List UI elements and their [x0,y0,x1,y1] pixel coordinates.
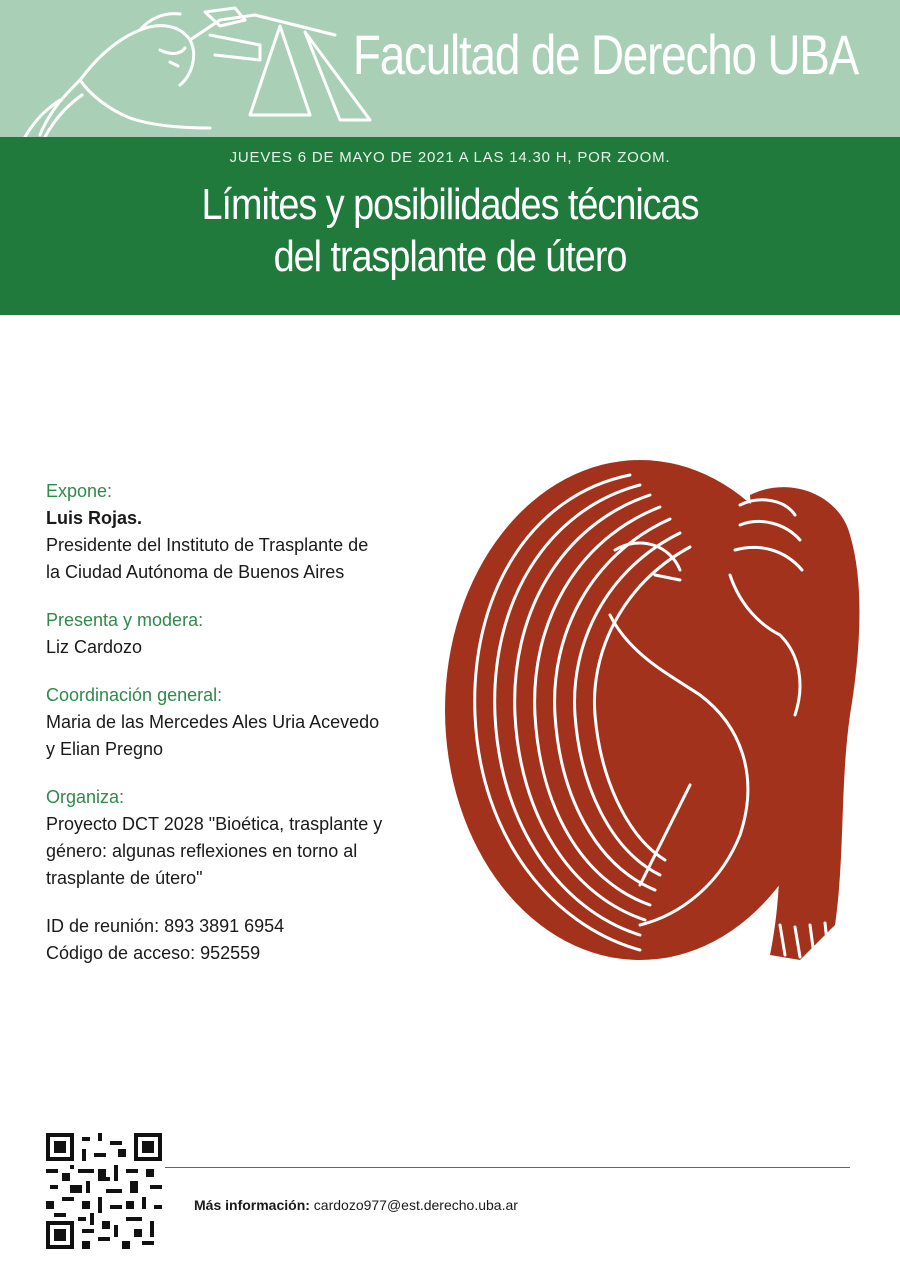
coordination-label: Coordinación general: [46,685,223,705]
meeting-block [46,913,446,967]
organizer-label: Organiza: [46,787,125,807]
qr-code-icon[interactable] [46,1133,162,1249]
more-info-label: Más información: [194,1197,310,1213]
event-title-line-2: del trasplante de útero [273,232,627,281]
event-title [63,179,837,283]
curled-figure-illustration-icon [440,455,870,965]
coordination-block [46,682,446,763]
speaker-name: Luis Rojas. [46,508,143,528]
meeting-id: ID de reunión: 893 3891 6954 [46,916,285,936]
moderator-label: Presenta y modera: [46,610,204,630]
organizer-block [46,784,446,892]
footer-divider [165,1167,850,1168]
speaker-label: Expone: [46,481,113,501]
justice-statue-logo-icon [20,0,400,137]
header-band [0,0,900,137]
moderator-name: Liz Cardozo [46,637,143,657]
speaker-role-line-1: Presidente del Instituto de Trasplante de [46,535,369,555]
organizer-line-3: trasplante de útero" [46,868,203,888]
access-code: Código de acceso: 952559 [46,943,261,963]
event-title-line-1: Límites y posibilidades técnicas [201,180,699,229]
event-info [46,478,446,988]
coordination-line-2: y Elian Pregno [46,739,164,759]
organizer-line-1: Proyecto DCT 2028 "Bioética, trasplante y [46,814,383,834]
event-date: JUEVES 6 DE MAYO DE 2021 A LAS 14.30 H, POR ZOOM. [229,149,671,166]
faculty-title: Facultad de Derecho UBA [352,23,858,86]
coordination-line-1: Maria de las Mercedes Ales Uria Acevedo [46,712,380,732]
more-info [194,1197,518,1213]
title-banner [0,137,900,315]
speaker-role-line-2: la Ciudad Autónoma de Buenos Aires [46,562,345,582]
moderator-block [46,607,446,661]
contact-email-link[interactable]: cardozo977@est.derecho.uba.ar [313,1197,518,1213]
organizer-line-2: género: algunas reflexiones en torno al [46,841,358,861]
speaker-block [46,478,446,586]
